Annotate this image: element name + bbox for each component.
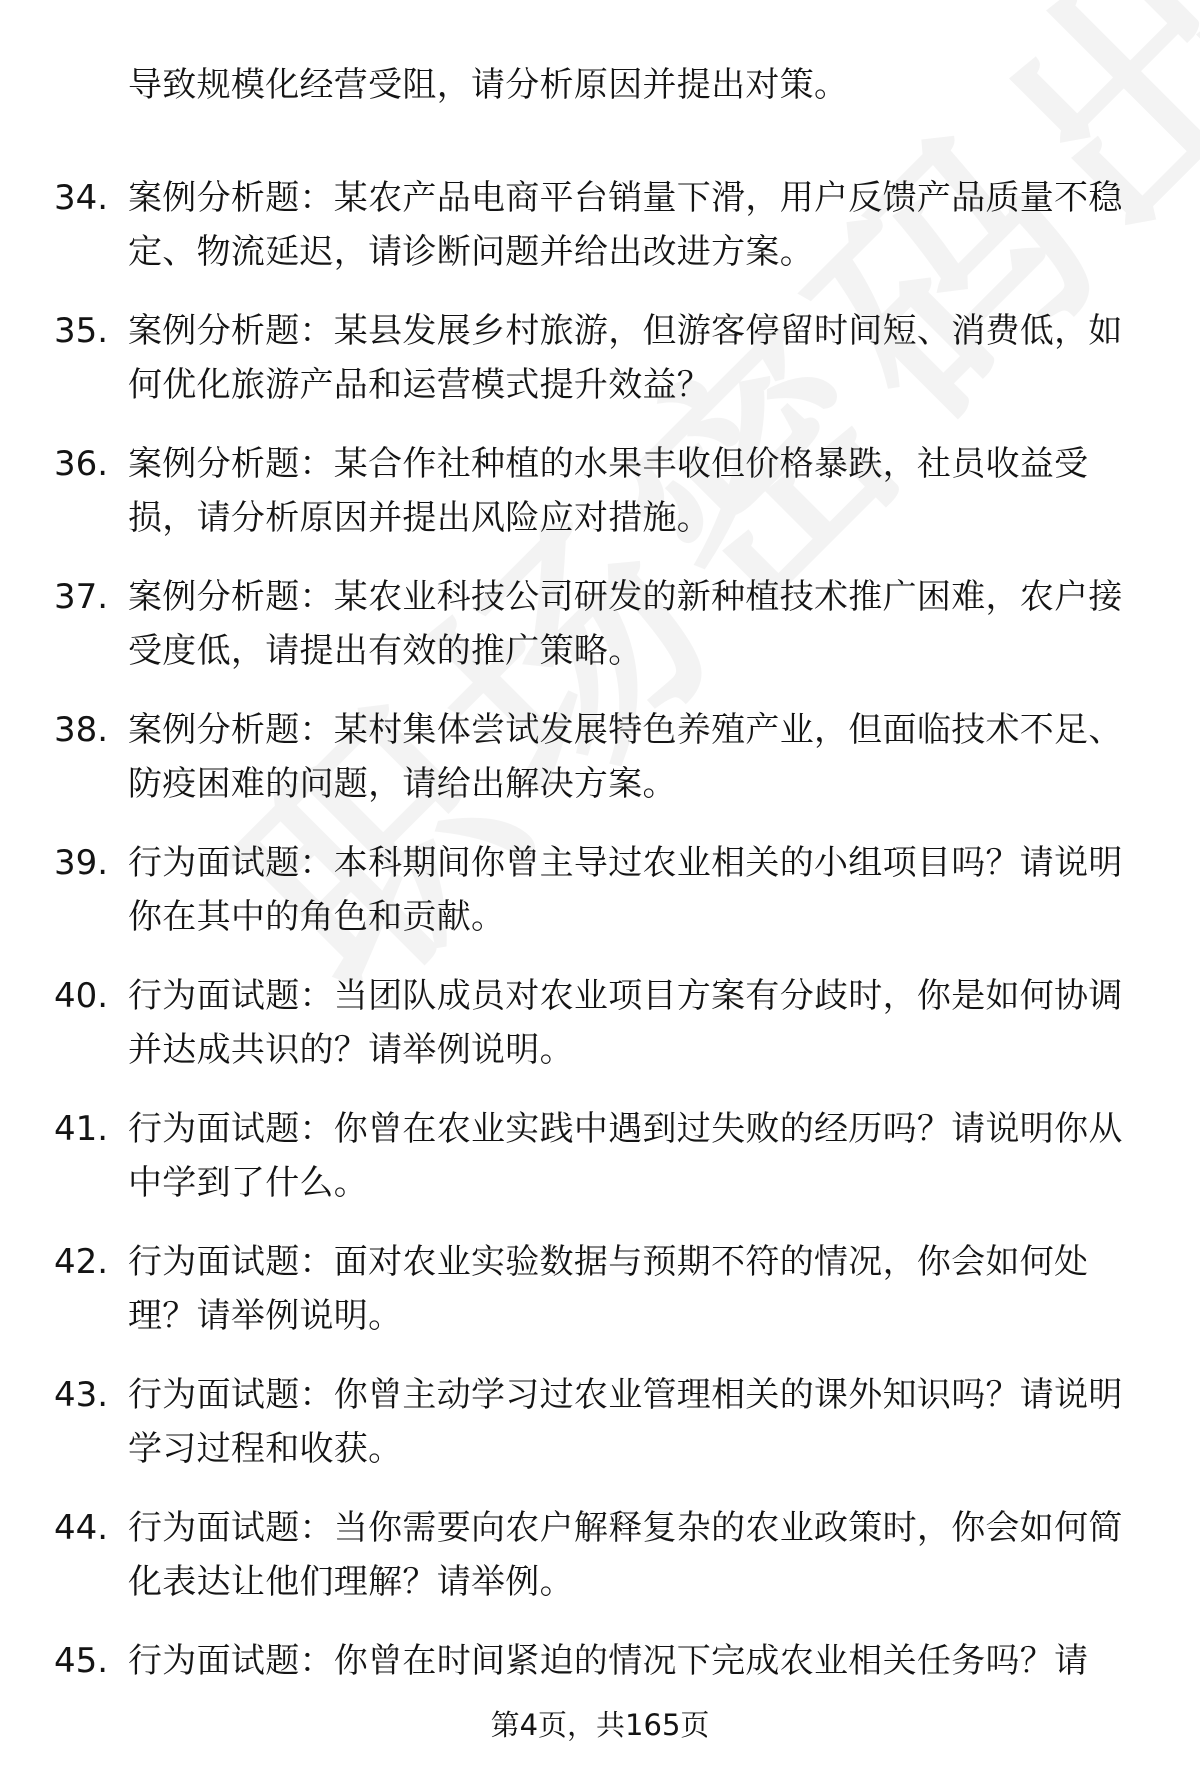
question-text: 行为面试题：本科期间你曾主导过农业相关的小组项目吗？请说明你在其中的角色和贡献。 bbox=[128, 843, 1123, 937]
list-item bbox=[0, 1634, 1200, 1767]
question-text: 行为面试题：当你需要向农户解释复杂的农业政策时，你会如何简化表达让他们理解？请举例。 bbox=[128, 1508, 1123, 1602]
question-number: 37. bbox=[54, 577, 109, 617]
question-text: 导致规模化经营受阻，请分析原因并提出对策。 bbox=[128, 65, 849, 105]
question-text: 案例分析题：某合作社种植的水果丰收但价格暴跌，社员收益受损，请分析原因并提出风险应对措施。 bbox=[128, 444, 1089, 538]
list-item bbox=[0, 703, 1200, 836]
question-text: 案例分析题：某县发展乡村旅游，但游客停留时间短、消费低，如何优化旅游产品和运营模式提升效益？ bbox=[128, 311, 1123, 405]
question-text: 案例分析题：某农业科技公司研发的新种植技术推广困难，农户接受度低，请提出有效的推广策略。 bbox=[128, 577, 1123, 671]
list-item bbox=[0, 1368, 1200, 1501]
question-number: 44. bbox=[54, 1508, 109, 1548]
question-number: 42. bbox=[54, 1242, 109, 1282]
list-item bbox=[0, 437, 1200, 570]
question-text: 行为面试题：你曾在农业实践中遇到过失败的经历吗？请说明你从中学到了什么。 bbox=[128, 1109, 1123, 1203]
question-text: 行为面试题：面对农业实验数据与预期不符的情况，你会如何处理？请举例说明。 bbox=[128, 1242, 1089, 1336]
question-text: 案例分析题：某村集体尝试发展特色养殖产业，但面临技术不足、防疫困难的问题，请给出解决方案。 bbox=[128, 710, 1123, 804]
question-number: 45. bbox=[54, 1641, 109, 1681]
list-item bbox=[0, 171, 1200, 304]
list-item bbox=[0, 969, 1200, 1102]
list-item bbox=[0, 836, 1200, 969]
question-number: 40. bbox=[54, 976, 109, 1016]
question-text: 案例分析题：某农产品电商平台销量下滑，用户反馈产品质量不稳定、物流延迟，请诊断问题并给出改进方案。 bbox=[128, 178, 1123, 272]
question-text: 行为面试题：你曾在时间紧迫的情况下完成农业相关任务吗？请 bbox=[128, 1641, 1089, 1681]
question-list bbox=[0, 58, 1200, 1767]
question-text: 行为面试题：你曾主动学习过农业管理相关的课外知识吗？请说明学习过程和收获。 bbox=[128, 1375, 1123, 1469]
list-item bbox=[0, 1501, 1200, 1634]
list-item-continuation bbox=[0, 58, 1200, 171]
question-number: 34. bbox=[54, 178, 109, 218]
list-item bbox=[0, 1235, 1200, 1368]
question-number: 41. bbox=[54, 1109, 109, 1149]
list-item bbox=[0, 304, 1200, 437]
page-number-footer: 第4页，共165页 bbox=[490, 1708, 710, 1742]
list-item bbox=[0, 1102, 1200, 1235]
question-number: 38. bbox=[54, 710, 109, 750]
question-number: 39. bbox=[54, 843, 109, 883]
question-number: 43. bbox=[54, 1375, 109, 1415]
question-number: 35. bbox=[54, 311, 109, 351]
question-text: 行为面试题：当团队成员对农业项目方案有分歧时，你是如何协调并达成共识的？请举例说明。 bbox=[128, 976, 1123, 1070]
list-item bbox=[0, 570, 1200, 703]
question-number: 36. bbox=[54, 444, 109, 484]
